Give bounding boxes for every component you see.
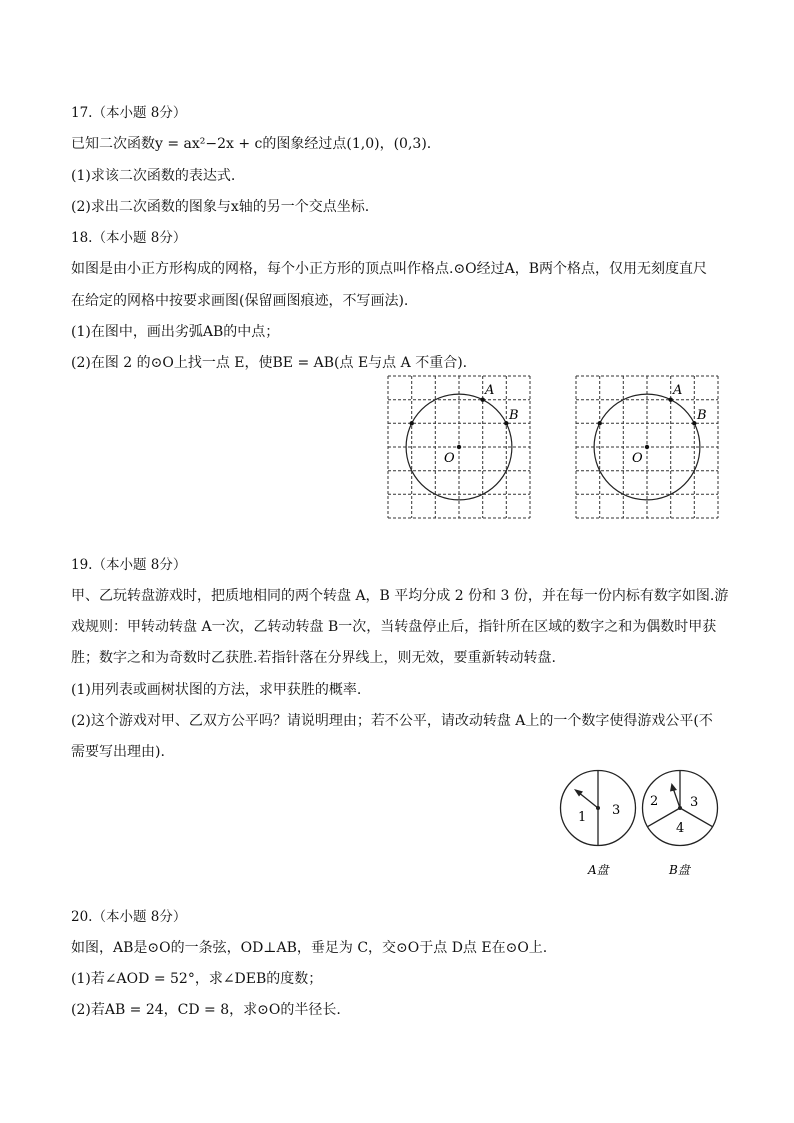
spinner-a-left-number: 1 [578, 810, 587, 825]
q17-part2: (2)求出二次函数的图象与x轴的另一个交点坐标. [71, 199, 370, 215]
spinner-a-right-number: 3 [612, 803, 621, 818]
q18-part1: (1)在图中，画出劣弧AB的中点； [71, 324, 280, 340]
point-a-label: A [673, 383, 683, 398]
q19-header: 19.（本小题 8分） [71, 557, 187, 573]
q18-part2: (2)在图 2 的⊙O上找一点 E，使BE = AB(点 E与点 A 不重合). [71, 355, 468, 371]
q20-stem: 如图，AB是⊙O的一条弦，OD⊥AB，垂足为 C，交⊙O于点 D点 E在⊙O上. [71, 940, 548, 956]
q19-part2-line1: (2)这个游戏对甲、乙双方公平吗？请说明理由；若不公平，请改动转盘 A上的一个数字使得游戏公平(不 [71, 713, 713, 729]
q18-figure-2 [572, 372, 722, 526]
spinner-b-top-left-number: 2 [650, 794, 659, 809]
q17-part1: (1)求该二次函数的表达式. [71, 168, 236, 184]
q19-stem-line3: 胜；数字之和为奇数时乙获胜.若指针落在分界线上，则无效，要重新转动转盘. [71, 650, 556, 666]
point-o-label: O [444, 451, 455, 466]
spinner-a-caption: A盘 [588, 863, 609, 877]
q20-header: 20.（本小题 8分） [71, 909, 187, 925]
q18-header: 18.（本小题 8分） [71, 230, 187, 246]
q18-stem-line2: 在给定的网格中按要求画图(保留画图痕迹，不写画法). [71, 293, 409, 309]
point-b-label: B [697, 408, 707, 423]
spinner-a [556, 768, 642, 880]
point-o-label: O [632, 451, 643, 466]
q20-part1: (1)若∠AOD = 52°，求∠DEB的度数； [71, 971, 323, 987]
point-b-label: B [509, 408, 519, 423]
spinner-b [637, 768, 723, 880]
spinner-b-caption: B盘 [669, 863, 690, 877]
spinner-b-bottom-number: 4 [676, 821, 685, 836]
q18-figure-1 [384, 372, 534, 526]
q18-stem-line1: 如图是由小正方形构成的网格，每个小正方形的顶点叫作格点.⊙O经过A，B两个格点，仅用无刻度直尺 [71, 261, 708, 277]
q19-stem-line2: 戏规则：甲转动转盘 A一次，乙转动转盘 B一次，当转盘停止后，指针所在区域的数字之和为偶数时甲获 [71, 619, 717, 635]
point-a-label: A [485, 383, 495, 398]
q19-stem-line1: 甲、乙玩转盘游戏时，把质地相同的两个转盘 A，B 平均分成 2 份和 3 份，并在每一份内标有数字如图.游 [71, 588, 729, 604]
spinner-b-top-right-number: 3 [690, 795, 699, 810]
q20-part2: (2)若AB = 24，CD = 8，求⊙O的半径长. [71, 1002, 341, 1018]
q17-stem: 已知二次函数y = ax²−2x + c的图象经过点(1,0)，(0,3). [71, 136, 432, 152]
q17-header: 17.（本小题 8分） [71, 105, 187, 121]
q19-part2-line2: 需要写出理由). [71, 744, 165, 760]
q19-part1: (1)用列表或画树状图的方法，求甲获胜的概率. [71, 682, 362, 698]
